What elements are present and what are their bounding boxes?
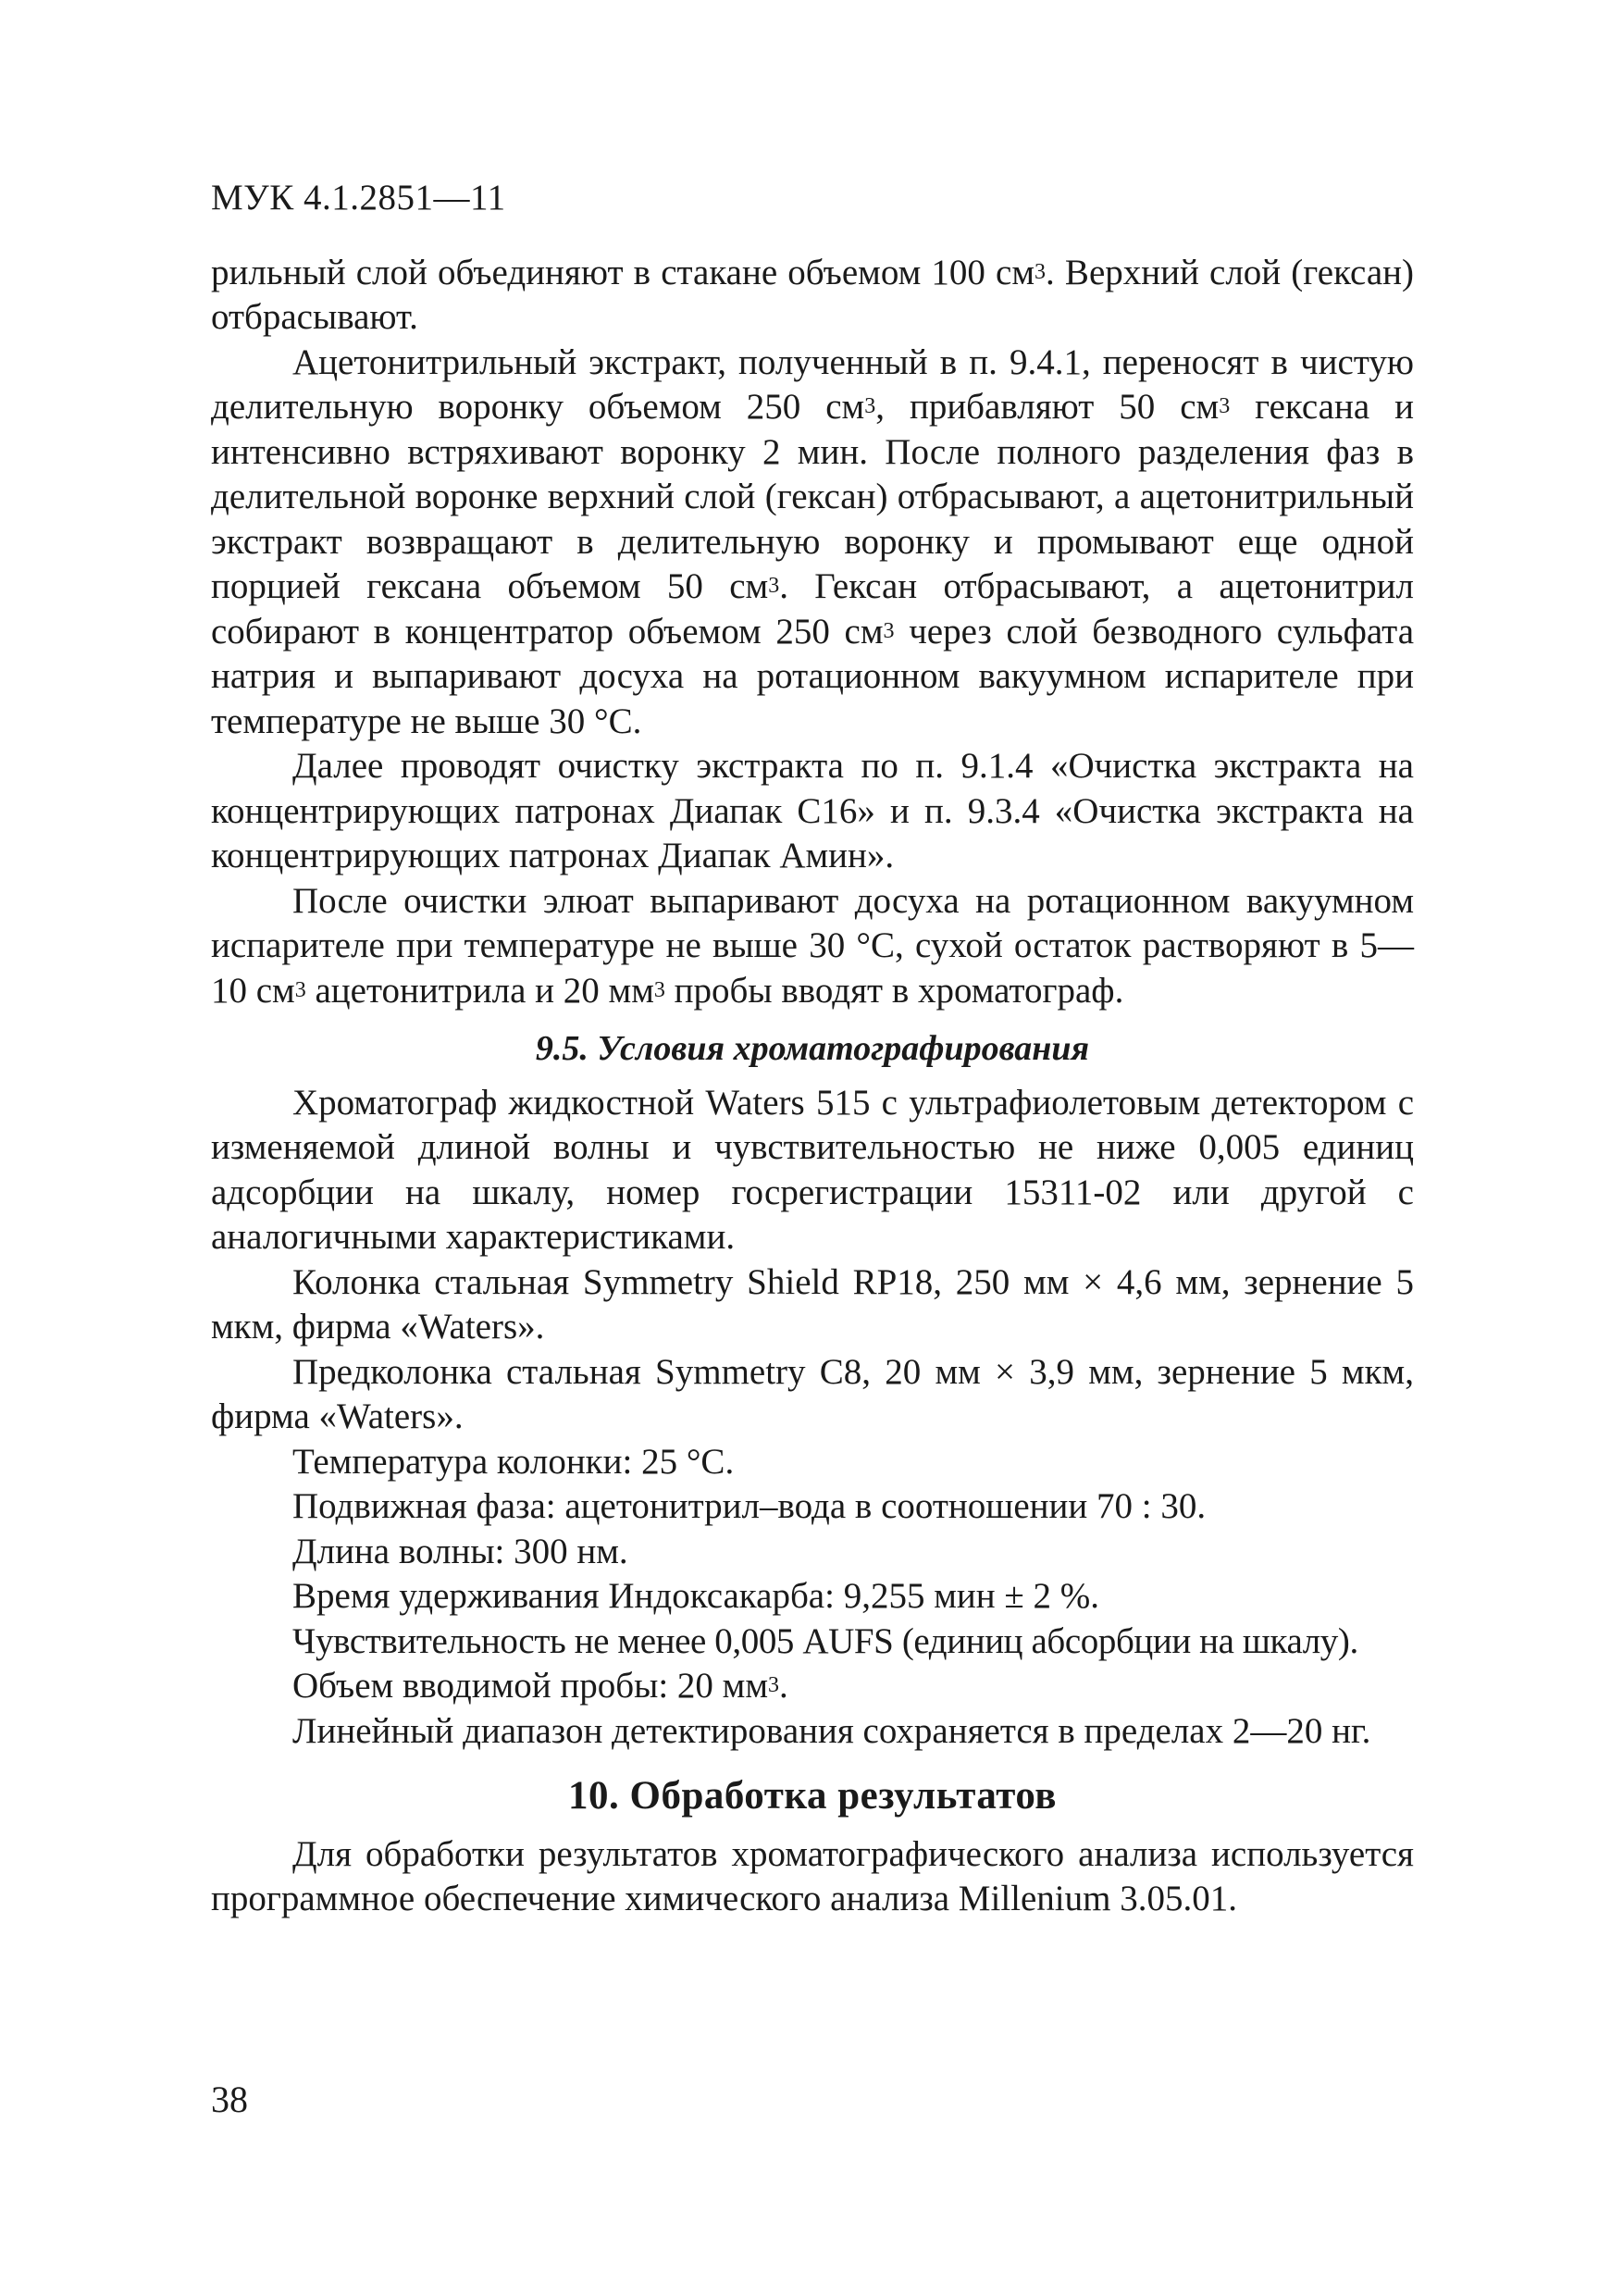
document-page [211,176,1414,1922]
page-number: 38 [211,2079,248,2120]
condition-column: Колонка стальная Symmetry Shield RP18, 250 мм × 4,6 мм, зернение 5 мкм, фирма «Waters». [211,1261,1414,1347]
condition-sensitivity: Чувствительность не менее 0,005 AUFS (единиц абсорбции на шкалу). [292,1620,1358,1661]
condition-precolumn: Предколонка стальная Symmetry C8, 20 мм × 3,9 мм, зернение 5 мкм, фирма «Waters». [211,1351,1414,1436]
paragraph-results: Для обработки результатов хроматографического анализа используется программное обеспечение химического анализа Millenium 3.05.01. [211,1833,1414,1918]
document-header: МУК 4.1.2851—11 [211,178,506,217]
condition-temperature: Температура колонки: 25 °С. [292,1441,735,1482]
condition-wavelength: Длина волны: 300 нм. [292,1531,628,1571]
paragraph-1: рильный слой объединяют в стакане объемом 100 $см^3$. Верхний слой (гексан) отбрасывают. [211,252,1414,337]
condition-chromatograph: Хроматограф жидкостной Waters 515 с ультрафиолетовым детектором с изменяемой длиной волны и чувствительностью не ниже 0,005 единиц адсорбции на шкалу, номер госрегистрации 15311-02 или другой с аналогичными характеристиками. [211,1082,1414,1257]
condition-sample-volume: Объем вводимой пробы: 20 $мм^3$. [292,1666,788,1706]
subsection-title: 9.5. Условия хроматографирования [535,1029,1090,1068]
section-title: 10. Обработка результатов [568,1774,1057,1818]
paragraph-2: Ацетонитрильный экстракт, полученный в п. 9.4.1, переносят в чистую делительную воронку объемом 250 $см^3$, прибавляют 50 $см^3$ гексана и интенсивно встряхивают воронку 2 мин. После полного разделения фаз в делительной воронке верхний слой (гексан) отбрасывают, а ацетонитрильный экстракт возвращают в делительную воронку и промывают еще одной порцией гексана объемом 50 $см^3$. Гексан отбрасывают, а ацетонитрил собирают в концентратор объемом 250 $см^3$ через слой безводного сульфата натрия и выпаривают досуха на ротационном вакуумном испарителе при температуре не выше 30 °С. [211,341,1415,741]
condition-mobile-phase: Подвижная фаза: ацетонитрил–вода в соотношении 70 : 30. [292,1486,1207,1526]
paragraph-4: После очистки элюат выпаривают досуха на ротационном вакуумном испарителе при температуре не выше 30 °С, сухой остаток растворяют в 5—10 $см^3$ ацетонитрила и 20 $мм^3$ пробы вводят в хроматограф. [211,880,1414,1011]
paragraph-3: Далее проводят очистку экстракта по п. 9.1.4 «Очистка экстракта на концентрирующих патронах Диапак С16» и п. 9.3.4 «Очистка экстракта на концентрирующих патронах Диапак Амин». [211,746,1414,875]
condition-retention-time: Время удерживания Индоксакарба: 9,255 мин ± 2 %. [292,1576,1100,1616]
condition-linear-range: Линейный диапазон детектирования сохраняется в пределах 2—20 нг. [292,1710,1371,1751]
